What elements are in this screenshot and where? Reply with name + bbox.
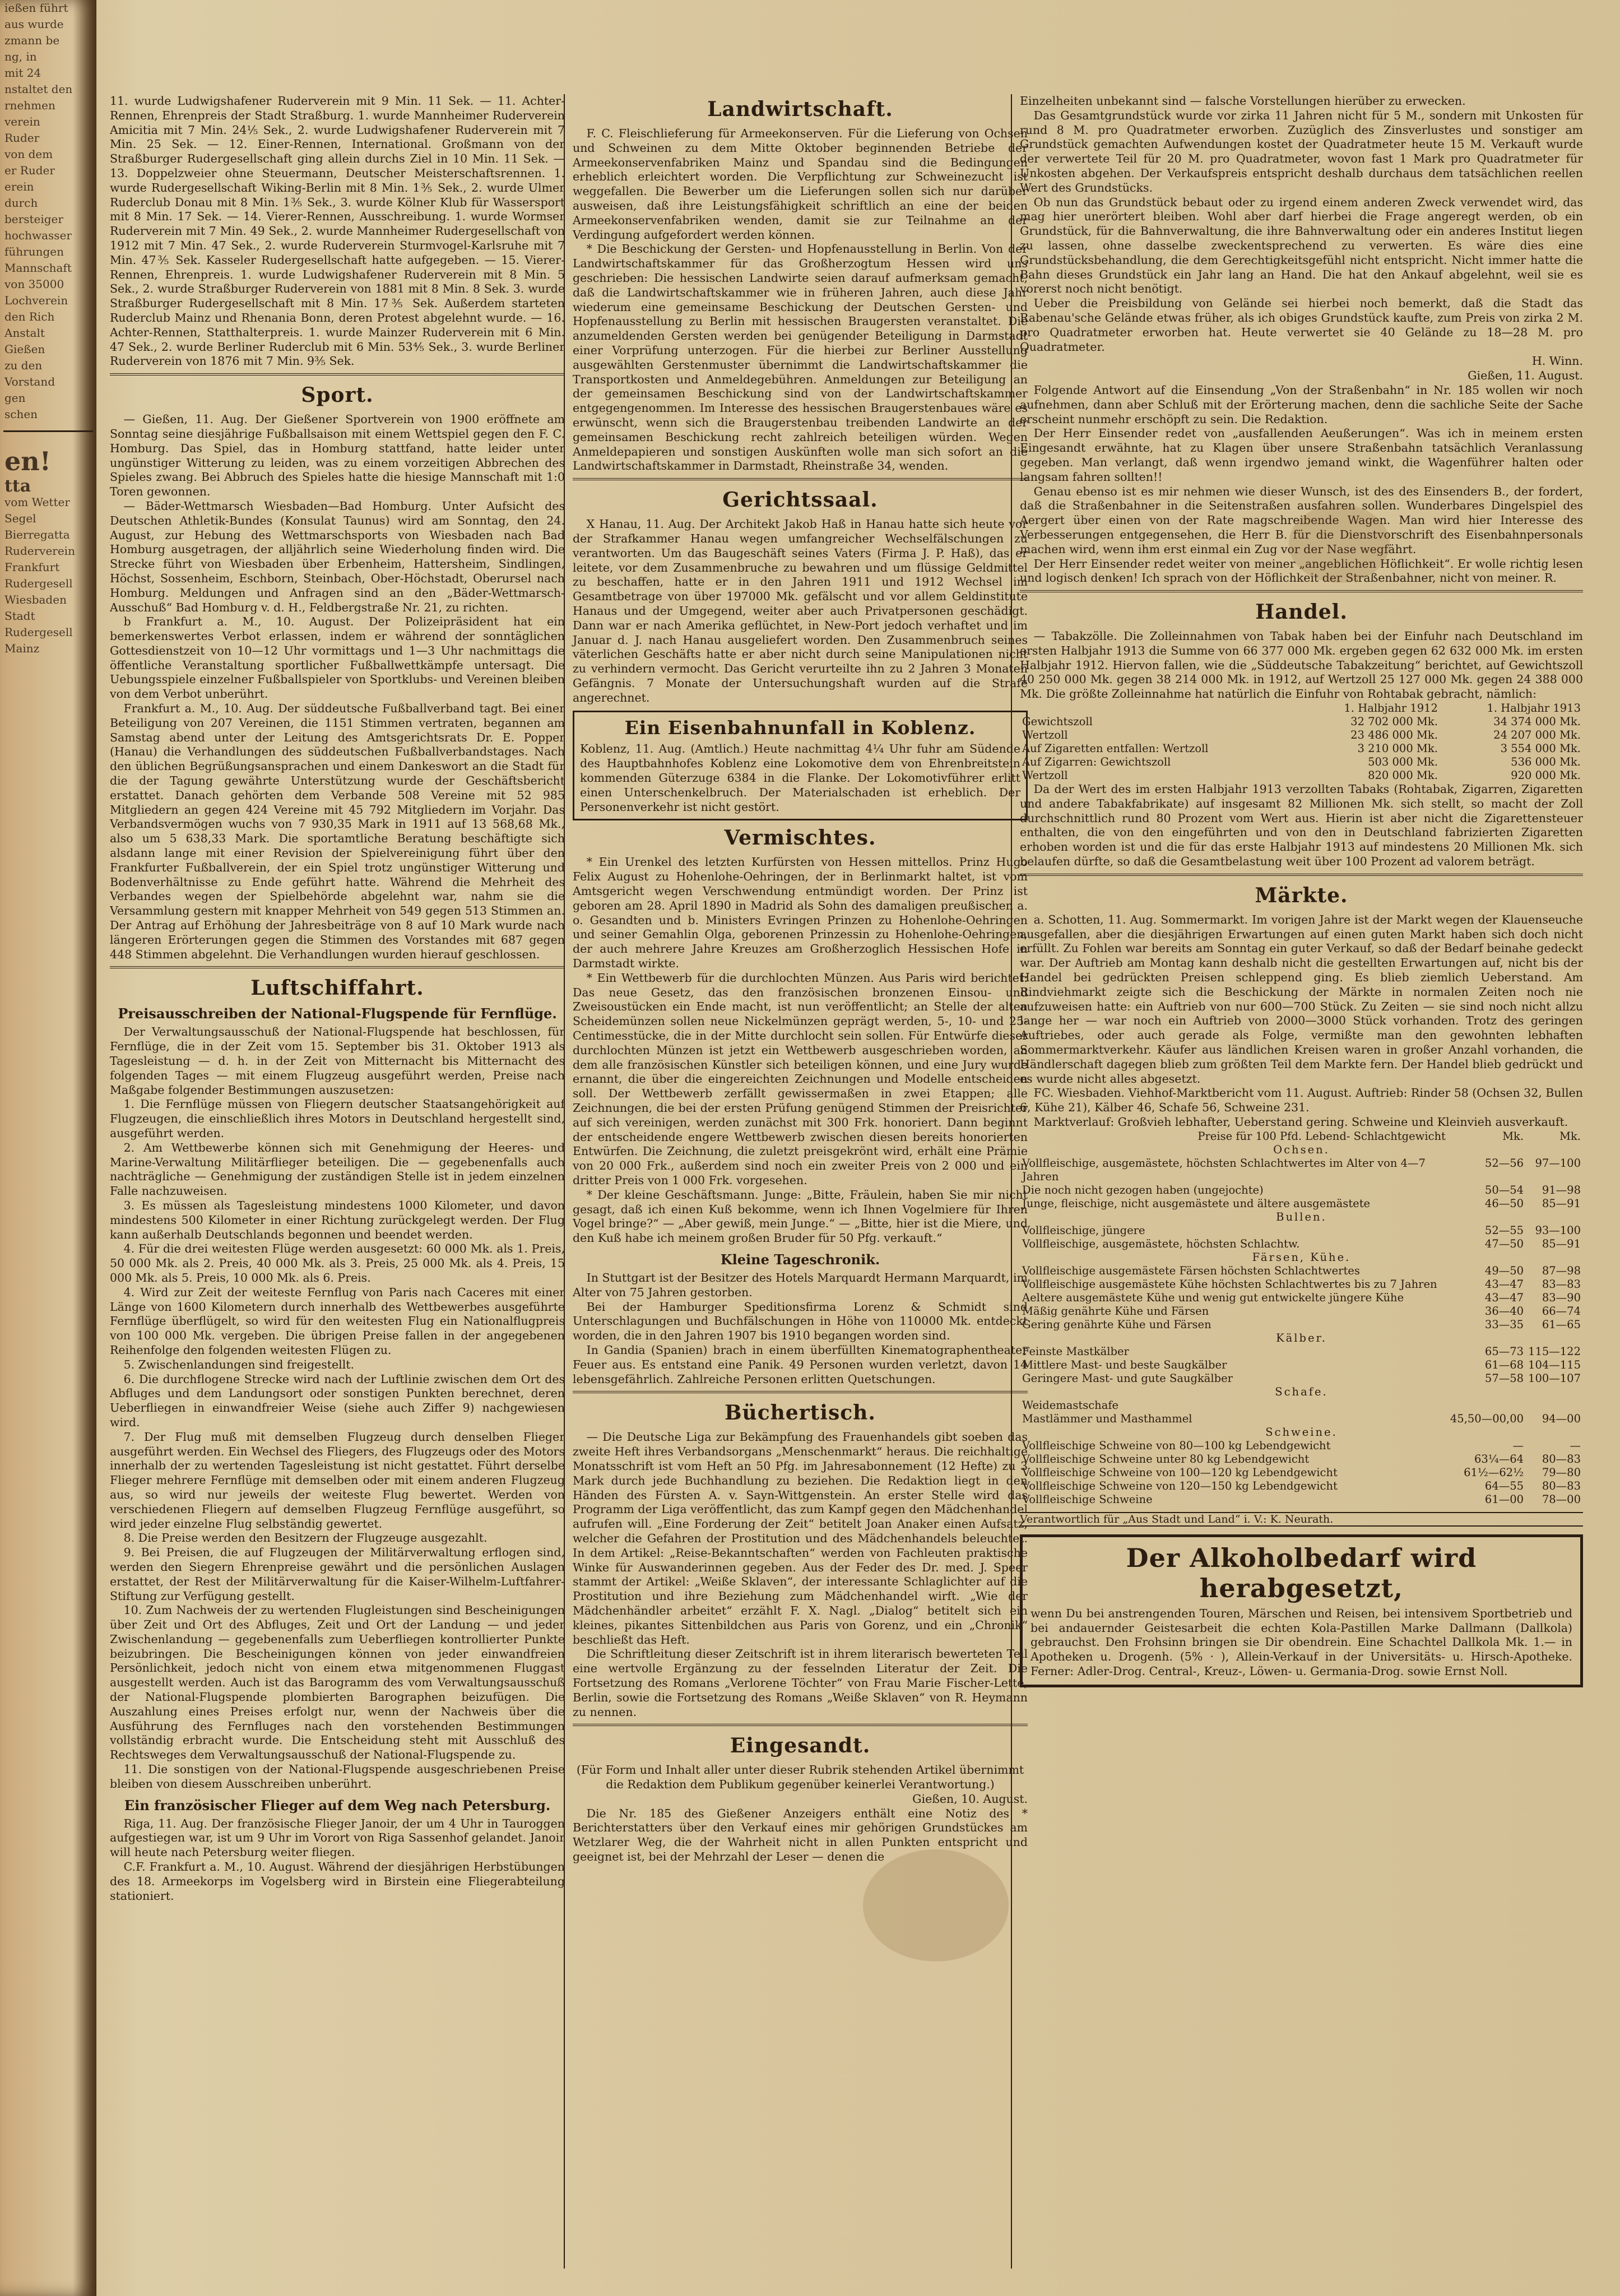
section-heading-gerichtssaal: Gerichtssaal.	[722, 488, 878, 512]
buechertisch-article: — Die Deutsche Liga zur Bekämpfung des Frauenhandels gibt soeben das zweite Heft ihres Verbandsorgans „Menschenmarkt“ heraus. Die reichhaltige Monatsschrift ist vom Heft an 50 Pfg. im Jahresabonnement (12 Hefte) zu 3 Mark durch jede Buchhandlung zu beziehen. Die Redaktion liegt in den Händen des Fürsten A. v. Sayn-Wittgenstein. An erster Stelle wird das Programm der Liga veröffentlicht, das zum Kampf gegen den Mädchenhandel aufrufen will. „Eine Forderung der Zeit“ betitelt Joan Anaker einen Aufsatz, welcher die Gefahren der Prostitution und des Mädchenhandels beleuchtet. In dem Artikel: „Reise-Bekanntschaften“ werden von Fachleuten praktische Winke für Auswanderinnen gegeben. Aus der Feder des Dr. med. J. Speer stammt der Artikel: „Weiße Sklaven“, der interessante Schlaglichter auf die Prostitution und ihre Beziehung zum Mädchenhandel wirft. „Wie der Mädchenhändler arbeitet“ erzählt F. X. Nagl. „Dialog“ betitelt sich ein kleines, pikantes Sittenbildchen aus Paris von Gorenz, und ein „Chronik“ beschließt das Heft.	[573, 1430, 1028, 1646]
table-cell: 46—50	[1484, 1196, 1524, 1210]
table-cell: Auf Zigaretten entfallen: Wertzoll	[1022, 742, 1209, 755]
table-cell: 80—83	[1542, 1479, 1581, 1492]
adjacent-page-fragment: Frankfurt	[4, 560, 60, 574]
flugspende-rule: 6. Die durchflogene Strecke wird nach der Luftlinie zwischen dem Ort des Abfluges und dem Landungsort oder sonstigen Punkten berechnet, deren Ueberfliegen in einwandfreier Weise (siehe auch Ziffer 9) nachgewiesen wird.	[110, 1372, 565, 1429]
table-row	[1020, 1305, 1583, 1318]
article-heading-eisenbahnunfall: Ein Eisenbahnunfall in Koblenz.	[624, 717, 976, 739]
table-cell: 104—115	[1528, 1358, 1581, 1371]
table-cell: 97—100	[1535, 1156, 1581, 1170]
adjacent-page-fragment: ießen führt	[4, 1, 68, 15]
table-header: Mk.	[1502, 1129, 1524, 1143]
table-cell: Schweine.	[1265, 1425, 1338, 1439]
table-cell	[1526, 1399, 1583, 1412]
flugspende-rule: 11. Die sonstigen von der National-Flugspende ausgeschriebenen Preise bleiben von diesem Ausschreiben unberührt.	[110, 1762, 565, 1791]
section-eingesandt	[573, 1724, 1028, 1864]
table-cell: Junge, fleischige, nicht ausgemästete und ältere ausgemästete	[1022, 1196, 1371, 1210]
maerkte-article: Marktverlauf: Großvieh lebhafter, Ueberstand gering. Schweine und Kleinvieh ausverkauft.	[1033, 1115, 1568, 1129]
table-cell: 43—47	[1484, 1277, 1524, 1291]
letter-signature: H. Winn.	[1531, 354, 1583, 368]
table-group-heading	[1020, 1251, 1583, 1264]
sport-article: b Frankfurt a. M., 10. August. Der Polizeipräsident hat ein bemerkenswertes Verbot erlassen, indem er während der sonntäglichen Gottesdienstzeit von 10—12 Uhr vormittags und 1—3 Uhr nachmittags die öffentliche Veranstaltung sportlicher Fußballwettkämpfe untersagt. Die Uebungsspiele einzelner Fußballspieler von Sportklubs- und Vereinen bleiben von dem Verbot unberührt.	[110, 615, 565, 701]
table-cell: Vollfleischige ausgemästete Färsen höchsten Schlachtwertes	[1022, 1264, 1360, 1277]
table-row	[1020, 742, 1583, 755]
table-row	[1020, 1237, 1583, 1251]
section-heading-vermischtes: Vermischtes.	[724, 826, 876, 850]
table-cell: 87—98	[1542, 1264, 1581, 1277]
section-heading-maerkte: Märkte.	[1255, 883, 1348, 907]
regatta-text: 11. wurde Ludwigshafener Ruderverein mit 9 Min. 11 Sek. — 11. Achter-Rennen, Ehrenpreis der Stadt Straßburg. 1. wurde Mannheimer Ruderverein Amicitia mit 7 Min. 24⅕ Sek., 2. wurde Ludwigshafener Ruderverein mit 7 Min. 25 Sek. — 12. Einer-Rennen, International. Großmann von der Straßburger Rudergesellschaft ging allein durchs Ziel in 10 Min. 11 Sek. — 13. Doppelzweier ohne Steuermann, Deutscher Meisterschaftsrennen. 1. wurde Rudergesellschaft Wiking-Berlin mit 8 Min. 1⅗ Sek., 2. wurde Ulmer Ruderclub Donau mit 8 Min. 1⅗ Sek., 3. wurde Kölner Klub für Wassersport mit 8 Min. 17 Sek. — 14. Vierer-Rennen, Ausschreibung. 1. wurde Wormser Ruderverein mit 7 Min. 49 Sek., 2. wurde Mannheimer Rudergesellschaft von 1912 mit 7 Min. 47 Sek., 2. wurde Ruderverein Sturmvogel-Karlsruhe mit 7 Min. 47⅗ Sek. Kasseler Rudergesellschaft hatte aufgegeben. — 15. Vierer-Rennen, Ehrenpreis. 1. wurde Ludwigshafener Ruderverein mit 8 Min. 5 Sek., 2. wurde Straßburger Ruderverein von 1881 mit 8 Min. 8 Sek. 3. wurde Straßburger Rudergesellschaft mit 8 Min. 17⅗ Sek. Außerdem starteten Ruderclub Mainz und Rhenania Bonn, deren Protest abgelehnt wurde. — 16. Achter-Rennen, Statthalterpreis. 1. wurde Mainzer Ruderverein mit 6 Min. 47 Sek., 2. wurde Berliner Ruderclub mit 6 Min. 53⅘ Sek., 3. wurde Berliner Ruderverein von 1876 mit 7 Min. 9⅗ Sek.	[110, 94, 565, 368]
table-row	[1020, 1412, 1583, 1426]
table-row	[1020, 1372, 1583, 1385]
flugspende-rule: 5. Zwischenlandungen sind freigestellt.	[123, 1357, 355, 1371]
table-cell: 78—00	[1542, 1492, 1581, 1506]
section-landwirtschaft	[573, 98, 1028, 474]
eingesandt-continued	[1020, 94, 1583, 586]
adjacent-page-fragment: zmann be	[4, 34, 60, 47]
adjacent-page-fragment: von 35000	[4, 277, 64, 291]
adjacent-page-fragment: führungen	[4, 245, 64, 258]
table-header: 1. Halbjahr 1912	[1344, 702, 1438, 715]
adjacent-page-fragment: Wiesbaden	[4, 593, 67, 606]
table-row	[1020, 1345, 1583, 1358]
adjacent-page-fragment: Lochverein	[4, 294, 68, 307]
letter-text: Einzelheiten unbekannt sind — falsche Vorstellungen hierüber zu erwecken.	[1020, 94, 1466, 108]
table-cell: Wertzoll	[1022, 769, 1068, 782]
eingesandt-letter: Die Nr. 185 des Gießener Anzeigers enthält eine Notiz des * Berichterstatters über den Verkauf eines mir gehörigen Grundstückes am Wetzlarer Weg, die der Wahrheit nicht in allen Punkten entspricht und geeignet ist, bei der Mehrzahl der Leser — denen die	[573, 1806, 1028, 1864]
table-cell: Vollfleischige, jüngere	[1022, 1223, 1145, 1237]
table-row	[1020, 1224, 1583, 1237]
maerkte-article: a. Schotten, 11. Aug. Sommermarkt. Im vorigen Jahre ist der Markt wegen der Klauenseuche ausgefallen, aber die diesjährigen Erwartungen auf einen guten Markt haben sich doch nicht erfüllt. Zu Fohlen war bereits am Sonntag ein guter Verkauf, so daß der Bedarf beinahe gedeckt war. Der Auftrieb am Montag kann deshalb nicht die gestellten Erwartungen auf, nicht bis der Handel bei gedrückten Preisen schleppend ging. Es blieb ziemlich Ueberstand. Am Rindviehmarkt zeigte sich die Beschickung der Märkte in normalen Zeiten noch nie aufzuweisen hatte: ein Auftrieb von nur 600—700 Stück. Zu Zeiten — sie sind noch nicht allzu lange her — war noch ein Auftrieb von 2000—3000 Stück vorhanden. Trotz des geringen Auftriebes, oder auch gerade als Folge, vermißte man den gewohnten lebhaften Sommermarktverkehr. Käufer aus ländlichen Kreisen waren in großer Anzahl vorhanden, die Händlerschaft dagegen blieb zum größten Teil dem Markte fern. Der Handel blieb gedrückt und es wurde nicht alles abgesetzt.	[1020, 912, 1583, 1086]
table-cell: 36—40	[1484, 1304, 1524, 1318]
table-cell: 85—91	[1542, 1237, 1581, 1250]
table-cell: Feinste Mastkälber	[1022, 1344, 1129, 1358]
adjacent-page-fragment: Segel	[4, 512, 36, 525]
gerichtssaal-article: X Hanau, 11. Aug. Der Architekt Jakob Haß in Hanau hatte sich heute vor der Strafkammer Hanau wegen umfangreicher Wechselfälschungen zu verantworten. Um das Baugeschäft seines Vaters (Firma J. P. Haß), das er leitete, vor dem Zusammenbruche zu bewahren und um flüssige Geldmittel zu beschaffen, hatte er in den Jahren 1911 und 1912 Wechsel im Gesamtbetrage von über 197000 Mk. gefälscht und vor allem Geldinstitute Hanaus und der Umgegend, weiter aber auch Privatpersonen geschädigt. Dann war er nach Amerika geflüchtet, in New-Port jedoch verhaftet und im Januar d. J. nach Hanau ausgeliefert worden. Den Zusammenbruch seines väterlichen Geschäfts hatte er aber nicht durch seine Manipulationen nicht zu verhindern vermocht. Das Gericht verurteilte ihn zu 2 Jahren 3 Monaten Gefängnis. 7 Monate der Untersuchungshaft wurden auf die Strafe angerechnet.	[573, 517, 1028, 704]
table-row	[1020, 755, 1583, 769]
article-heading-tageschronik: Kleine Tageschronik.	[720, 1251, 880, 1268]
table-cell: 920 000 Mk.	[1511, 769, 1581, 782]
table-cell: 83—90	[1542, 1291, 1581, 1304]
table-cell: 3 210 000 Mk.	[1357, 742, 1438, 755]
flugspende-rules	[110, 1025, 565, 1791]
adjacent-page-fragment: ng, in	[4, 50, 37, 63]
table-row	[1020, 1318, 1583, 1332]
table-cell: 79—80	[1542, 1465, 1581, 1479]
adjacent-page-fragment: Rudergesell	[4, 577, 73, 590]
table-cell: 33—35	[1484, 1318, 1524, 1331]
letter-text: Folgende Antwort auf die Einsendung „Von der Straßenbahn“ in Nr. 185 wollen wir noch aufnehmen, dann aber Schluß mit der Erörterung machen, denn die sachliche Seite der Sache erscheint nunmehr erschöpft zu sein. Die Redaktion.	[1020, 383, 1583, 426]
landwirtschaft-article: * Die Beschickung der Gersten- und Hopfenausstellung in Berlin. Von der Landwirtschaftskammer für das Großherzogtum Hessen wird uns geschrieben: Die hessischen Landwirte seien darauf aufmerksam gemacht, daß die Landwirtschaftskammer wie in früheren Jahren, auch diese Jahr wiederum eine gemeinsame Beschickung der Deutschen Gersten- und Hopfenausstellung zu Berlin mit hessischen Braugersten veranstaltet. Die anzumeldenden Gersten werden bei genügender Beteiligung in Darmstadt einer Vorprüfung unterzogen. Für die hierbei zur Berliner Ausstellung ausgewählten Gerstenmuster übernimmt die Landwirtschaftskammer die Transportkosten und Anmeldegebühren. Anmeldungen zur Beteiligung an der gemeinsamen Beschickung sind von der Landwirtschaftskammer entgegengenommen. Im Interesse des hessischen Braugerstenbaues wäre es erwünscht, wenn sich die Braugerstenbau treibenden Landwirte an der gemeinsamen Beschickung recht zahlreich beteiligen würden. Wegen Anmeldepapieren und sonstigen Auskünften wolle man sich sofort an die Landwirtschaftskammer in Darmstadt, Rheinstraße 34, wenden.	[573, 242, 1028, 473]
table-cell: 115—122	[1528, 1344, 1581, 1358]
table-cell: 85—91	[1542, 1196, 1581, 1210]
letter-text: Der Herr Einsender redet weiter von meiner „angeblichen Höflichkeit“. Er wolle richtig lesen und logisch denken! Ich sprach von der Höflichkeit der Straßenbahner, nicht von meiner. R.	[1020, 556, 1583, 585]
table-row	[1020, 1399, 1583, 1412]
table-cell: 45,50—00,00	[1450, 1412, 1524, 1425]
table-row	[1020, 1157, 1583, 1184]
table-cell: Vollfleischige Schweine unter 80 kg Lebendgewicht	[1022, 1452, 1310, 1465]
table-cell: 61½—62½	[1464, 1465, 1524, 1479]
table-header	[1020, 702, 1297, 715]
adjacent-page-fragment: vom Wetter	[4, 495, 70, 509]
table-cell: 61—00	[1484, 1492, 1524, 1506]
section-sport	[110, 373, 565, 962]
table-cell: 32 702 000 Mk.	[1350, 715, 1438, 729]
table-cell: Mäßig genährte Kühe und Färsen	[1022, 1304, 1209, 1318]
table-row	[1020, 1439, 1583, 1453]
flugspende-rule: 8. Die Preise werden den Besitzern der Flugzeuge ausgezahlt.	[123, 1531, 488, 1545]
table-cell: —	[1570, 1439, 1581, 1452]
table-cell: —	[1512, 1439, 1524, 1452]
adjacent-page-fragment: bersteiger	[4, 212, 63, 226]
adjacent-page-fragment: er Ruder	[4, 164, 55, 177]
adjacent-page-fragment: verein	[4, 115, 40, 128]
handel-article: Da der Wert des im ersten Halbjahr 1913 verzollten Tabaks (Rohtabak, Zigarren, Zigaretten und andere Tabakfabrikate) auf insgesamt 82 Millionen Mk. sich stellt, so macht der Zoll durchschnittlich rund 80 Prozent vom Wert aus. Hierin ist aber nicht die Zigarettensteuer enthalten, die von den eingeführten und von den in Deutschland fabrizierten Zigaretten erhoben worden ist und die für das erste Halbjahr 1913 auf mindestens 20 Millionen Mk. sich belaufen dürfte, so daß die Gesamtbelastung weit über 100 Prozent ad valorem beträgt.	[1020, 782, 1583, 869]
table-cell: 820 000 Mk.	[1368, 769, 1438, 782]
table-row	[1020, 1184, 1583, 1197]
table-cell: Vollfleischige Schweine	[1022, 1492, 1153, 1506]
imprint-line: Verantwortlich für „Aus Stadt und Land“ i. V.: K. Neurath.	[1020, 1512, 1583, 1527]
regatta-results	[110, 94, 565, 369]
vermischtes-article: * Ein Wettbewerb für die durchlochten Münzen. Aus Paris wird berichtet: Das neue Gesetz, das den französischen bronzenen Einsou- und Zweisoustücken ein Ende macht, ist nun veröffentlicht; an Stelle der alten Scheidemünzen sollen neue Nickelmünzen geprägt werden, 5-, 10- und 25-Centimesstücke, die in der Mitte durchlocht sein sollen. Für Entwürfe dieser durchlochten Münzen ist jetzt ein Wettbewerb ausgeschrieben worden, an dem alle französischen Künstler sich beteiligen können, und eine Jury wurde ernannt, die über die eingereichten Zeichnungen und Modelle entscheiden soll. Der Wettbewerb zerfällt gewissermaßen in zwei Etappen; alle Zeichnungen, die bei der ersten Prüfung genügend Stimmen der Preisrichter auf sich vereinigen, werden zunächst mit 300 Frk. honoriert. Dann beginnt der entscheidende engere Wettbewerb zwischen diesen bereits honorierten Entwürfen. Die Zeichnung, die zuletzt preisgekrönt wird, erhält eine Prämie von 20 000 Frk., außerdem sind noch ein zweiter Preis von 2 000 und ein dritter Preis von 1 000 Frk. vorgesehen.	[573, 971, 1028, 1187]
sport-article: — Bäder-Wettmarsch Wiesbaden—Bad Homburg. Unter Aufsicht des Deutschen Athletik-Bundes (Konsulat Taunus) wird am Sonntag, den 24. August, zur Hebung des Wettmarschsports von Wiesbaden nach Bad Homburg ausgetragen, der alljährlich seine Wiederholung finden wird. Die Strecke führt von Wiesbaden über Erbenheim, Hattersheim, Sindlingen, Höchst, Sossenheim, Eschborn, Steinbach, Ober-Höchstadt, Oberursel nach Homburg. Meldungen und Anfragen sind an den „Bäder-Wettmarsch-Ausschuß“ Bad Homburg v. d. H., Feldbergstraße Nr. 21, zu richten.	[110, 499, 565, 614]
table-row	[1020, 1291, 1583, 1305]
section-heading-buechertisch: Büchertisch.	[725, 1401, 876, 1425]
table-cell: 93—100	[1535, 1223, 1581, 1237]
table-group-heading	[1020, 1426, 1583, 1439]
adjacent-page-fragment: hochwasser	[4, 229, 72, 242]
vermischtes-article: * Der kleine Geschäftsmann. Junge: „Bitte, Fräulein, haben Sie mir nicht gesagt, daß ich einen Kuß bekomme, wenn ich Ihnen Vogelmiere für Ihren Vogel bringe?“ — „Aber gewiß, mein Junge.“ — „Bitte, hier ist die Miere, und den Kuß habe ich meinem großen Bruder für 50 Pfg. verkauft.“	[573, 1188, 1028, 1245]
adjacent-page-fragment: durch	[4, 196, 38, 210]
column-1	[110, 94, 565, 2269]
table-cell: 65—73	[1484, 1344, 1524, 1358]
table-row	[1020, 1453, 1583, 1466]
table-row	[1020, 729, 1583, 742]
letter-text: Das Gesamtgrundstück wurde vor zirka 11 Jahren nicht für 5 M., sondern mit Unkosten für rund 8 M. pro Quadratmeter erworben. Zuzüglich des Zinsverlustes und sonstiger am Grundstück gemachten Aufwendungen kostet der Quadratmeter heute 15 M. Verkauft wurde der verwertete Teil für 20 M. pro Quadratmeter, wovon fast 1 Mark pro Quadratmeter für Unkosten abgehen. Der Verkaufspreis entspricht deshalb durchaus dem tatsächlichen reellen Wert des Grundstücks.	[1020, 108, 1583, 194]
table-cell: 50—54	[1484, 1183, 1524, 1196]
table-cell: Mittlere Mast- und beste Saugkälber	[1022, 1358, 1227, 1371]
table-cell: 94—00	[1542, 1412, 1581, 1425]
table-cell: 3 554 000 Mk.	[1500, 742, 1581, 755]
handel-article: — Tabakzölle. Die Zolleinnahmen von Tabak haben bei der Einfuhr nach Deutschland im ersten Halbjahr 1913 die Summe von 66 377 000 Mk. ergeben gegen 62 632 000 Mk. im ersten Halbjahr 1912. Hiervon fallen, wie die „Süddeutsche Tabakzeitung“ berichtet, auf Gewichtszoll 40 250 000 Mk. gegen 38 214 000 Mk. in 1912, auf Wertzoll 25 127 000 Mk. gegen 24 388 000 Mk. Die größte Zolleinnahme hat natürlich die Einfuhr von Rohtabak gebracht, nämlich:	[1020, 629, 1583, 701]
section-heading-luftschiffahrt: Luftschiffahrt.	[250, 976, 424, 1000]
table-header: Mk.	[1559, 1129, 1581, 1143]
eisenbahnunfall-box	[573, 711, 1028, 820]
adjacent-page-fragment: rnehmen	[4, 99, 55, 112]
adjacent-page-fragment: Mainz	[4, 642, 40, 655]
table-cell: 63¼—64	[1474, 1452, 1524, 1465]
table-cell: 503 000 Mk.	[1368, 755, 1438, 769]
section-buechertisch	[573, 1391, 1028, 1719]
article-heading-flugspende: Preisausschreiben der National-Flugspende für Fernflüge.	[118, 1005, 557, 1022]
tageschronik-item: Bei der Hamburger Speditionsfirma Lorenz & Schmidt sind Unterschlagungen und Buchfälschungen in Höhe von 110000 Mk. entdeckt worden, die in den Jahren 1907 bis 1910 begangen worden sind.	[573, 1300, 1028, 1343]
table-cell: Vollfleischige Schweine von 80—100 kg Lebendgewicht	[1022, 1439, 1331, 1452]
adjacent-page-fragment: Mannschaft	[4, 261, 72, 275]
article-heading-flieger: Ein französischer Flieger auf dem Weg nach Petersburg.	[124, 1797, 551, 1813]
sport-article: — Gießen, 11. Aug. Der Gießener Sportverein von 1900 eröffnete am Sonntag seine diesjährige Fußballsaison mit einem Wettspiel gegen den F. C. Homburg. Das Spiel, das in Homburg stattfand, hatte leider unter ungünstiger Witterung zu leiden, was zu einem vorzeitigen Abbrechen des Spieles zwang. Bei Abbruch des Spieles hatte die hiesige Mannschaft mit 1:0 Toren gewonnen.	[110, 412, 565, 499]
advertisement-kola	[1020, 1534, 1583, 1687]
adjacent-page-fragment: den Rich	[4, 310, 55, 323]
table-row	[1020, 1358, 1583, 1372]
table-row	[1020, 1197, 1583, 1210]
adjacent-page-fragment: von dem	[4, 147, 53, 161]
adjacent-page-fragment: aus wurde	[4, 17, 64, 31]
table-cell: Vollfleischige ausgemästete Kühe höchsten Schlachtwertes bis zu 7 Jahren	[1022, 1277, 1437, 1291]
table-cell: 80—83	[1542, 1452, 1581, 1465]
section-heading-sport: Sport.	[301, 383, 374, 407]
table-cell: Vollfleischige Schweine von 120—150 kg Lebendgewicht	[1022, 1479, 1338, 1492]
table-group-heading	[1020, 1332, 1583, 1345]
section-heading-eingesandt: Eingesandt.	[730, 1734, 871, 1758]
table-cell: Die noch nicht gezogen haben (ungejochte)	[1022, 1183, 1264, 1196]
adjacent-page-headline: en!	[4, 446, 51, 476]
flugspende-rule: Der Verwaltungsausschuß der National-Flugspende hat beschlossen, für Fernflüge, die in der Zeit vom 15. September bis 31. Oktober 1913 als Tagesleistung — d. h. in der Zeit von Mitternacht bis Mitternacht des folgenden Tages — mit einem Flugzeug ausgeführt werden, Preise nach Maßgabe folgender Bestimmungen auszusetzen:	[110, 1025, 565, 1097]
letter-dateline: Gießen, 11. August.	[1468, 369, 1583, 383]
adjacent-page-fragment: erein	[4, 180, 34, 193]
letter-text: Der Herr Einsender redet von „ausfallenden Aeußerungen“. Was ich in meinem ersten Eingesandt erwähnte, hat zu Klagen über unsere Straßenbahn tatsächlich Veranlassung gegeben. Man verlangt, daß wenn irgendwo jemand winkt, die Wagenführer halten oder langsam fahren sollten!!	[1020, 426, 1583, 484]
table-cell: 47—50	[1484, 1237, 1524, 1250]
table-cell: Vollfleischige, ausgemästete, höchsten Schlachtwertes im Alter von 4—7 Jahren	[1022, 1156, 1426, 1183]
table-cell: 34 374 000 Mk.	[1493, 715, 1581, 729]
adjacent-page-fragment: Anstalt	[4, 326, 45, 340]
letter-text: Genau ebenso ist es mir nehmen wie dieser Wunsch, ist des des Einsenders B., der fordert, daß die Straßenbahner in die Seitenstraßen ausfahren sollen. Wunderbares Dingelspiel des Aergert über einen von der Rate magschreibende Wagen. Man wird hier Interesse des Verbesserungen entgegensehen, die Herr B. für die Dienstvorschrift des Eisenbahnpersonals machen wird, wenn ihm erst einmal ein Zug vor der Nase wegfährt.	[1020, 484, 1583, 556]
table-group-heading	[1020, 1210, 1583, 1224]
table-cell: 52—55	[1484, 1223, 1524, 1237]
flugspende-rule: 4. Für die drei weitesten Flüge werden ausgesetzt: 60 000 Mk. als 1. Preis, 50 000 Mk. als 2. Preis, 40 000 Mk. als 3. Preis, 25 000 Mk. als 4. Preis, 15 000 Mk. als 5. Preis, 10 000 Mk. als 6. Preis.	[110, 1242, 565, 1284]
flieger-article: C.F. Frankfurt a. M., 10. August. Während der diesjährigen Herbstübungen des 18. Armeekorps im Vogelsberg wird in Birstein eine Fliegerabteilung stationiert.	[110, 1860, 565, 1903]
table-cell: Schafe.	[1275, 1385, 1328, 1398]
table-row	[1020, 1466, 1583, 1479]
ad-headline: Der Alkoholbedarf wird herabgesetzt,	[1126, 1542, 1477, 1603]
adjacent-page-fragment: Stadt	[4, 609, 35, 623]
table-cell: 64—55	[1484, 1479, 1524, 1492]
adjacent-page-subheadline: tta	[4, 476, 31, 496]
adjacent-page-fragment: Rudergesell	[4, 625, 73, 639]
adjacent-page-fragment: mit 24	[4, 66, 41, 80]
table-cell: Färsen, Kühe.	[1252, 1250, 1351, 1264]
table-row	[1020, 1278, 1583, 1291]
flugspende-rule: 4. Wird zur Zeit der weiteste Fernflug von Paris nach Caceres mit einer Länge von 1600 Kilometern durch innerhalb des Wettbewerbes ausgeführte Fernflüge überflügelt, so wird für den weitesten Flug ein Nationalflugpreis von 100 000 Mk. vergeben. Die übrigen Preise fallen in der angegebenen Reihenfolge den folgenden weitesten Flügen zu.	[110, 1285, 565, 1357]
adjacent-page-fragment: zu den	[4, 359, 43, 372]
section-maerkte	[1020, 874, 1583, 1506]
maerkte-article: FC. Wiesbaden. Viehhof-Marktbericht vom 11. August. Auftrieb: Rinder 58 (Ochsen 32, Bullen 6, Kühe 21), Kälber 46, Schafe 56, Schweine 231.	[1020, 1086, 1583, 1115]
table-cell: Auf Zigarren: Gewichtszoll	[1022, 755, 1171, 769]
table-cell: 52—56	[1484, 1156, 1524, 1170]
table-header: Preise für 100 Pfd. Lebend- Schlachtgewicht	[1197, 1129, 1446, 1143]
flugspende-rule: 2. Am Wettbewerbe können sich mit Genehmigung der Heeres- und Marine-Verwaltung Militärflieger beteiligen. Die — gegebenenfalls auch nachträgliche — Genehmigung der zuständigen Stelle ist in jedem einzelnen Falle nachzuweisen.	[110, 1140, 565, 1198]
adjacent-page-fragment: schen	[4, 407, 38, 421]
table-cell: Bullen.	[1276, 1210, 1327, 1223]
buechertisch-article: Die Schriftleitung dieser Zeitschrift ist in ihrem literarisch bewerteten Teil eine wertvolle Ergänzung zu der fesselnden Literatur der Zeit. Die Fortsetzung des Romans „Verlorene Töchter“ von Frau Marie Fischer-Lette, Berlin, sowie die Fortsetzung des Romans „Weiße Sklaven“ von R. Heymann zu nennen.	[573, 1647, 1028, 1719]
flugspende-rule: 9. Bei Preisen, die auf Flugzeugen der Militärverwaltung erflogen sind, werden den Siegern Ehrenpreise gewährt und die persönlichen Auslagen erstattet, der Rest der Militärverwaltung für die Kaiser-Wilhelm-Luftfahrer-Stiftung zur Verfügung gestellt.	[110, 1546, 565, 1603]
adjacent-page-fragment: Bierregatta	[4, 528, 70, 541]
eisenbahnunfall-text: Koblenz, 11. Aug. (Amtlich.) Heute nachmittag 4¼ Uhr fuhr am Südende des Hauptbahnhofes Koblenz eine Lokomotive dem von Ehrenbreitstein kommenden Güterzuge 6384 in die Flanke. Der Lokomotivführer erlitt einen Unterschenkelbruch. Der Materialschaden ist erheblich. Der Personenverkehr ist nicht gestört.	[580, 742, 1020, 814]
table-cell: 43—47	[1484, 1291, 1524, 1304]
table-cell: 536 000 Mk.	[1511, 755, 1581, 769]
adjacent-page-fragment: nstaltet den	[4, 82, 73, 96]
adjacent-page-text	[0, 0, 96, 423]
table-cell: Geringere Mast- und gute Saugkälber	[1022, 1371, 1233, 1385]
tageschronik-item: In Stuttgart ist der Besitzer des Hotels Marquardt Hermann Marquardt, im Alter von 75 Jahren gestorben.	[573, 1270, 1028, 1299]
viehmarkt-table	[1020, 1130, 1583, 1506]
table-cell: 57—58	[1484, 1371, 1524, 1385]
table-group-heading	[1020, 1143, 1583, 1157]
tageschronik-item: In Gandia (Spanien) brach in einem überfüllten Kinematographentheater Feuer aus. Es entstand eine Panik. 49 Personen wurden verletzt, davon 14 lebensgefährlich. Zahlreiche Personen erlitten Quetschungen.	[573, 1343, 1028, 1386]
flugspende-rule: 3. Es müssen als Tagesleistung mindestens 1000 Kilometer, und davon mindestens 500 Kilometer in einer Richtung zurückgelegt werden. Der Flug kann außerhalb Deutschlands begonnen und beendet werden.	[110, 1198, 565, 1241]
adjacent-page-fragment: gen	[4, 391, 26, 405]
adjacent-page-fragment: Ruder	[4, 131, 40, 145]
flieger-article: Riga, 11. Aug. Der französische Flieger Janoir, der um 4 Uhr in Tauroggen aufgestiegen war, ist um 9 Uhr im Vorort von Riga Sassenhof gelandet. Janoir will heute nach Petersburg weiter fliegen.	[110, 1816, 565, 1859]
table-cell: Gewichtszoll	[1022, 715, 1093, 729]
adjacent-page-fragment: Ruderverein	[4, 544, 75, 558]
table-cell: 23 486 000 Mk.	[1350, 729, 1438, 742]
table-row	[1020, 769, 1583, 782]
table-cell: 61—65	[1542, 1318, 1581, 1331]
column-3	[1011, 94, 1583, 2269]
ad-text: wenn Du bei anstrengenden Touren, Märschen und Reisen, bei intensivem Sportbetrieb und bei andauernder Geistesarbeit die echten Kola-Pastillen Marke Dallmann (Dallkola) gebrauchst. Den Frohsinn bringen sie Dir obendrein. Eine Schachtel Dallkola Mk. 1.— in Apotheken u. Drogenh. (5% · ), Allein-Verkauf in der Universitäts- u. Hirsch-Apotheke. Ferner: Adler-Drog. Central-, Kreuz-, Löwen- u. Germania-Drog. sowie Ernst Noll.	[1031, 1606, 1572, 1678]
table-cell: Vollfleischige Schweine von 100—120 kg Lebendgewicht	[1022, 1465, 1338, 1479]
adjacent-page-fragment: Vorstand	[4, 375, 55, 388]
table-cell: Mastlämmer und Masthammel	[1022, 1412, 1192, 1425]
flugspende-rule: 7. Der Flug muß mit demselben Flugzeug durch denselben Flieger ausgeführt werden. Ein Wechsel des Fliegers, des Flugzeugs oder des Motors innerhalb der zu wertenden Tagesleistung ist nicht gestattet. Führt derselbe Flieger mehrere Fernflüge mit demselben oder mit einem anderen Flugzeug aus, so wird nur jeweils der weiteste Flug bewertet. Werden von verschiedenen Fliegern auf demselben Flugzeug Fernflüge ausgeführt, so wird jeder einzelne Flug selbständig gewertet.	[110, 1430, 565, 1530]
table-cell: 83—83	[1542, 1277, 1581, 1291]
adjacent-page-edge	[0, 0, 96, 2296]
table-row	[1020, 1479, 1583, 1493]
table-cell	[1448, 1399, 1526, 1412]
table-cell: Wertzoll	[1022, 729, 1068, 742]
section-heading-landwirtschaft: Landwirtschaft.	[707, 98, 893, 121]
adjacent-page-fragment: Gießen	[4, 342, 45, 356]
vermischtes-article: * Ein Urenkel des letzten Kurfürsten von Hessen mittellos. Prinz Hugo Felix August zu Hohenlohe-Oehringen, der in Berlinmarkt haltet, ist vom Amtsgericht wegen Verschwendung entmündigt worden. Der Prinz ist geboren am 28. April 1890 in Madrid als Sohn des damaligen preußischen a. o. Gesandten und b. Ministers Evringen Prinzen zu Hohenlohe-Oehringen und seiner Gemahlin Olga, geborenen Prinzessin zu Hohenlohe-Oehringen, der auch mehrere Jahre Kreuzes am Großherzoglich Hessischen Hofe in Darmstadt wirkte.	[573, 855, 1028, 971]
tabak-table	[1020, 702, 1583, 782]
eingesandt-dateline: Gießen, 10. August.	[912, 1792, 1028, 1806]
section-vermischtes	[573, 826, 1028, 1386]
table-cell: Vollfleischige, ausgemästete, höchsten Schlachtw.	[1022, 1237, 1300, 1250]
letter-text: Ueber die Preisbildung von Gelände sei hierbei noch bemerkt, daß die Stadt das Rabenau'sche Gelände etwas früher, als ich obiges Grundstück kaufte, zum Preis von zirka 2 M. pro Quadratmeter erworben hat. Heute verwertet sie 40 Gelände zu 18—28 M. pro Quadratmeter.	[1020, 296, 1583, 354]
section-handel	[1020, 590, 1583, 869]
flugspende-rule: 1. Die Fernflüge müssen von Fliegern deutscher Staatsangehörigkeit auf Flugzeugen, die einschließlich ihres Motors in Deutschland hergestellt sind, ausgeführt werden.	[110, 1097, 565, 1140]
table-cell: 91—98	[1542, 1183, 1581, 1196]
table-group-heading	[1020, 1385, 1583, 1399]
adjacent-page-text-lower	[0, 494, 96, 657]
table-header: 1. Halbjahr 1913	[1487, 702, 1581, 715]
table-cell: 24 207 000 Mk.	[1493, 729, 1581, 742]
newspaper-page	[110, 94, 1589, 2269]
table-row	[1020, 1264, 1583, 1278]
section-luftschiffahrt	[110, 966, 565, 1903]
eingesandt-disclaimer: (Für Form und Inhalt aller unter dieser Rubrik stehenden Artikel übernimmt die Redaktion dem Publikum gegenüber keinerlei Verantwortung.)	[576, 1763, 1024, 1792]
table-cell: Gering genährte Kühe und Färsen	[1022, 1318, 1211, 1331]
table-cell: Aeltere ausgemästete Kühe und wenig gut entwickelte jüngere Kühe	[1022, 1291, 1404, 1304]
table-cell: 66—74	[1542, 1304, 1581, 1318]
sport-article: Frankfurt a. M., 10. Aug. Der süddeutsche Fußballverband tagt. Bei einer Beteiligung von 207 Vereinen, die 1151 Stimmen vertraten, begannen am Samstag abend unter der Leitung des Amtsgerichtsrats Dr. E. Popper (Hanau) die Verhandlungen des süddeutschen Fußballverbandstages. Nach den üblichen Begrüßungsansprachen und einem Dankeswort an die Stadt für die der Tagung gewährte Unterstützung wurde der Geschäftsbericht erstattet. Danach gehörten dem Verbande 508 Vereine mit 52 985 Mitgliedern an gegen 424 Vereine mit 45 792 Mitgliedern im Vorjahr. Das Verbandsvermögen wuchs von 7 930,35 Mark in 1911 auf 13 568,68 Mk., also um 5 638,33 Mark. Die sportamtliche Beratung beschäftigte sich alsdann lange mit einer Revision der Spielvereinigung führt über den Frankfurter Fußballverein, der ein Spiel trotz ungünstiger Witterung und Bodenverhältnisse zu Ende geführt hatte. Während die Mehrheit des Verbandes wegen der Spielbehörde abgelehnt war, nahm sie die Versammlung gestern mit knapper Mehrheit von 549 gegen 513 Stimmen an. Der Antrag auf Erhöhung der Jahresbeiträge von 8 auf 10 Mark wurde nach längeren Erörterungen gegen die Stimmen des Vorstandes mit 687 gegen 448 Stimmen abgelehnt. Die Verhandlungen wurden hierauf geschlossen.	[110, 702, 565, 961]
section-heading-handel: Handel.	[1255, 600, 1348, 624]
table-cell: 100—107	[1528, 1371, 1581, 1385]
column-2	[564, 94, 1028, 2269]
adjacent-page-rule	[3, 430, 93, 432]
letter-text: Ob nun das Grundstück bebaut oder zu irgend einem anderen Zweck verwendet wird, das mag hier unerörtert bleiben. Wohl aber darf hierbei die Frage angeregt werden, ob ein Grundstück, für die Bahnverwaltung, die ihre Bahnverwaltung oder ein anderes Institut liegen zu lassen, ohne dasselbe zweckentsprechend zu verwerten. Es wäre dies eine Grundstücksbehandlung, die dem Gerechtigkeitsgefühl nicht entspricht. Nicht immer hatte die Bahn dieses Grundstück ein Jahr lang an Hand. Die hat den Ankauf abgelehnt, weil sie es vorerst noch nicht benötigt.	[1020, 195, 1583, 296]
flugspende-rule: 10. Zum Nachweis der zu wertenden Flugleistungen sind Bescheinigungen über Zeit und Ort des Abfluges, Zeit und Ort der Landung — und jeder Zwischenlandung — gegebenenfalls zum Ueberfliegen kontrollierter Punkte beizubringen. Die Bescheinigungen können von jeder einwandfreien Persönlichkeit, jedoch nicht von einem etwa mitgenommenen Fluggast ausgestellt werden. Auch ist das Barogramm des vom Verwaltungsausschuß der National-Flugspende plombierten Barographen beizufügen. Die Auszahlung eines Preises erfolgt nur, wenn der Nachweis über die Ausführung des Fernfluges nach den vorstehenden Bestimmungen vollständig erbracht wurde. Die Entscheidung steht mit Ausschluß des Rechtsweges dem Verwaltungsausschuß der National-Flugspende zu.	[110, 1603, 565, 1762]
table-cell: Weidemastschafe	[1022, 1398, 1119, 1412]
table-row	[1020, 1493, 1583, 1506]
table-cell: Ochsen.	[1273, 1143, 1330, 1156]
table-row	[1020, 715, 1583, 729]
table-cell: 49—50	[1484, 1264, 1524, 1277]
section-gerichtssaal	[573, 478, 1028, 705]
table-cell: 61—68	[1484, 1358, 1524, 1371]
table-cell: Kälber.	[1276, 1331, 1327, 1344]
landwirtschaft-article: F. C. Fleischlieferung für Armeekonserven. Für die Lieferung von Ochsen und Schweinen zu dem Mitte Oktober beginnenden Betriebe der Armeekonservenfabriken Mainz und Spandau sind die Bedingungen erheblich erleichtert worden. Die Verpflichtung zur Schweinezucht ist weggefallen. Die Bewerber um die Lieferungen sollen sich nur darüber ausweisen, daß ihre Leistungsfähigkeit schriftlich an eine der beiden Armeekonservenfabriken wenden, damit sie zur Teilnahme an der Verdingung aufgefordert werden können.	[573, 127, 1028, 242]
